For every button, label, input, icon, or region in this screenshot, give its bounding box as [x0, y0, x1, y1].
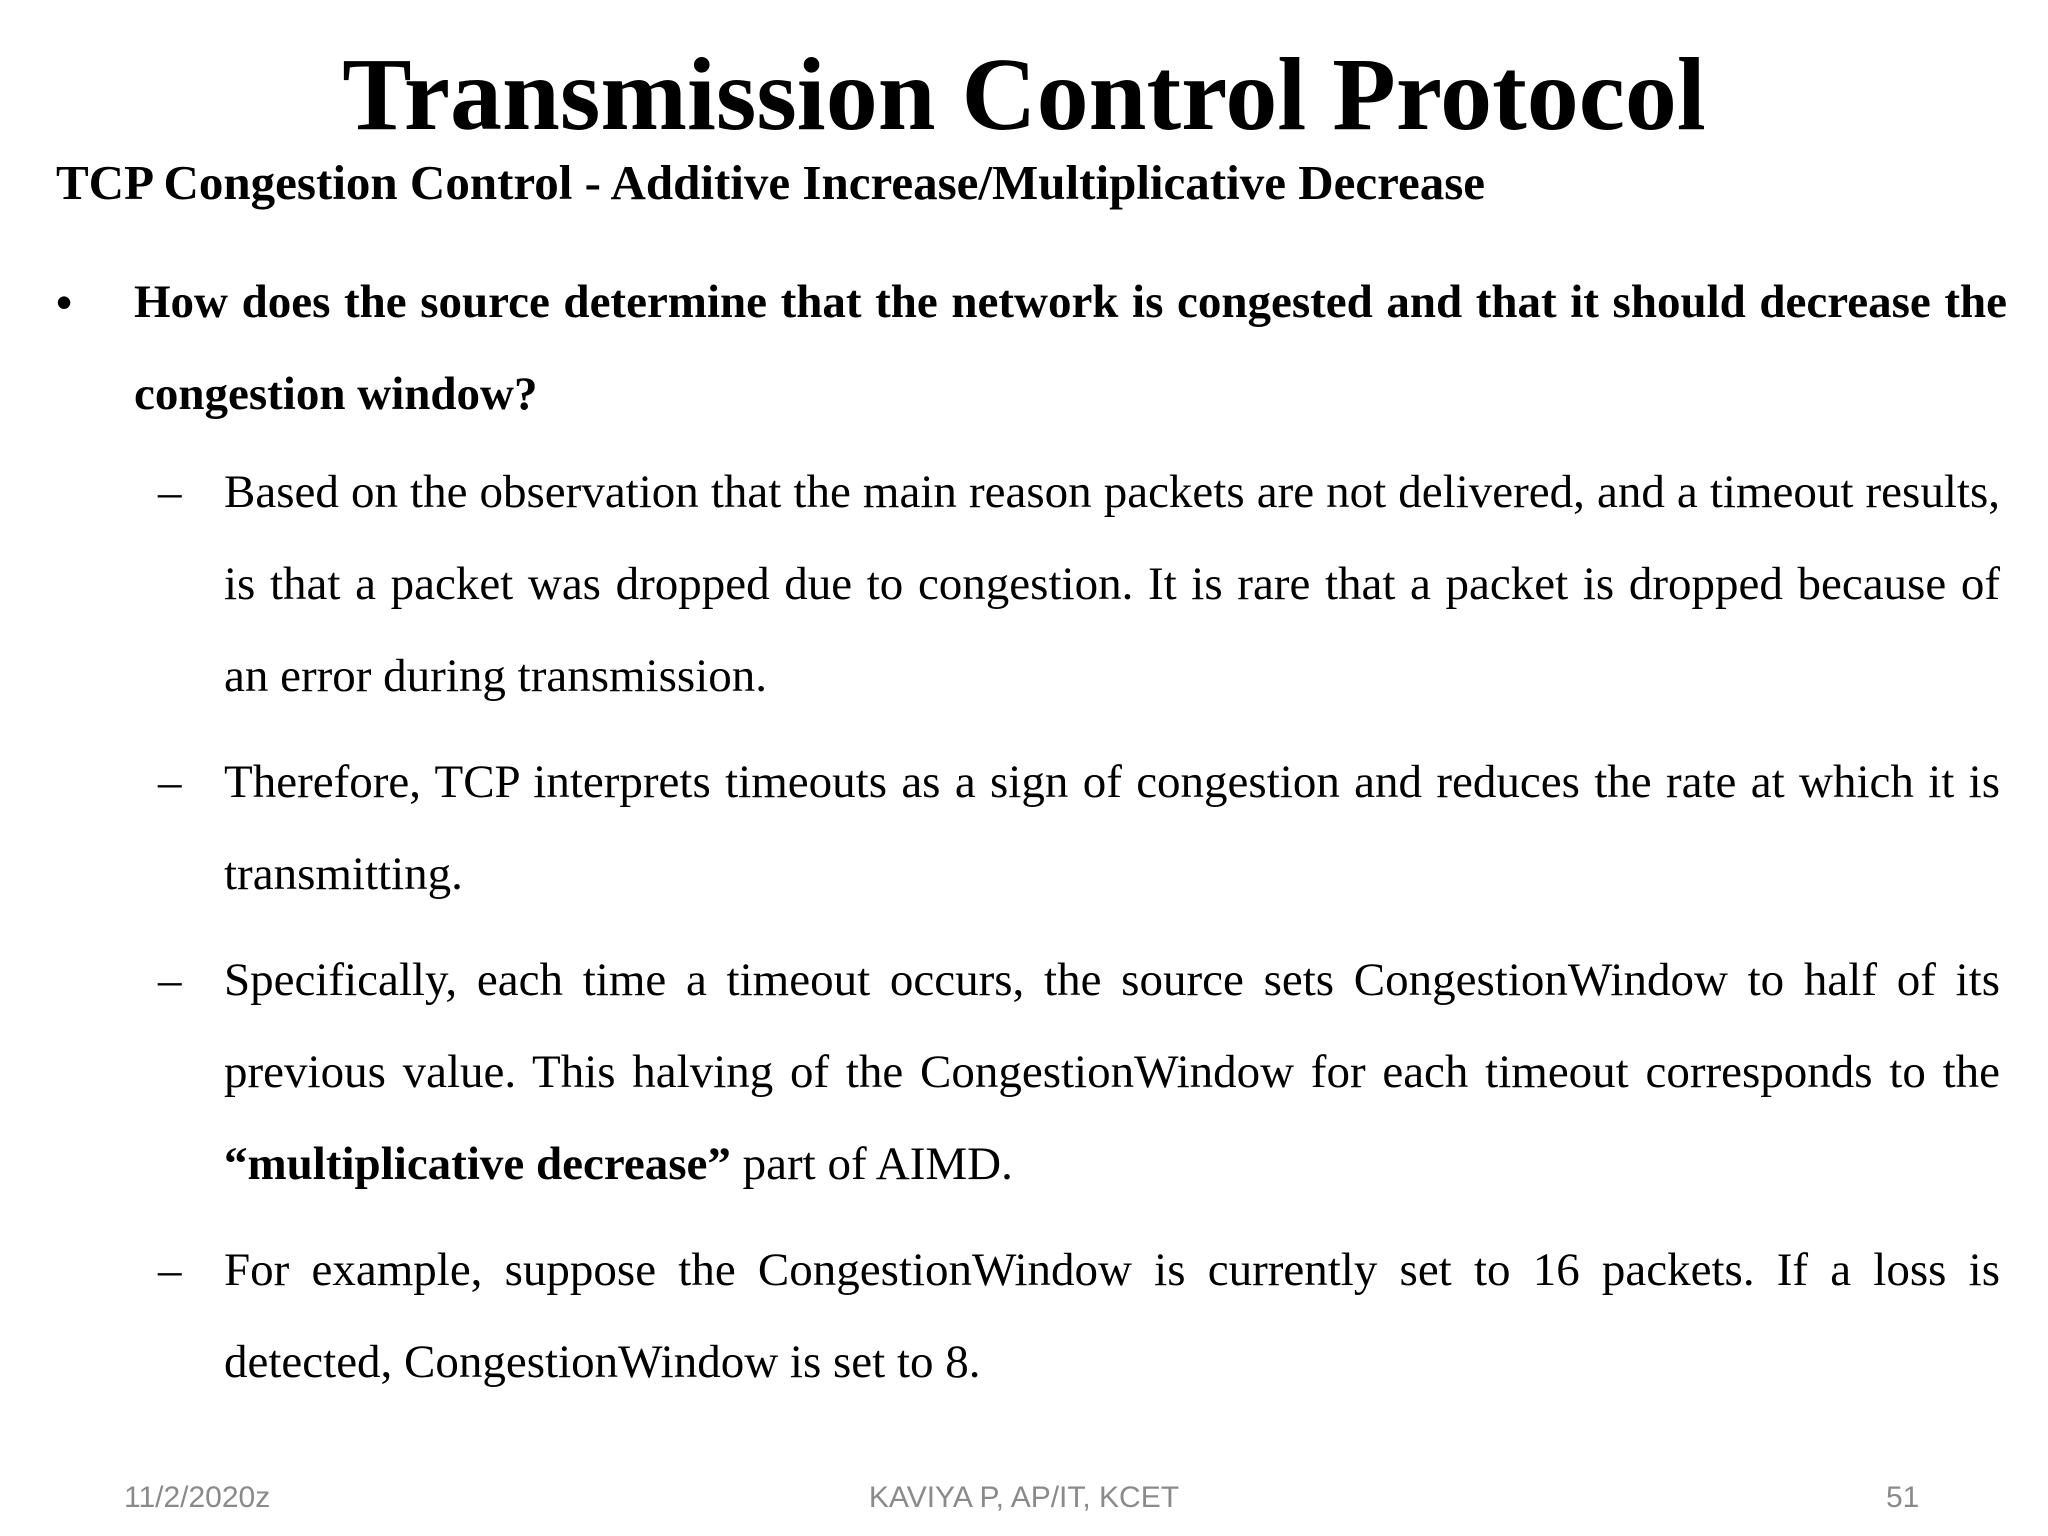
footer-page-number: 51 [1886, 1481, 1920, 1514]
sub-bullet-item [158, 1224, 2008, 1408]
emphasis-multiplicative-decrease: “multiplicative decrease” [224, 1138, 731, 1190]
dash-marker: – [158, 756, 182, 808]
dash-marker: – [158, 466, 182, 518]
bullet-question: How does the source determine that the network is congested and that it should decrease the congestion window? [134, 276, 2007, 420]
sub-bullet-list [158, 446, 2008, 1408]
sub-bullet-item [158, 446, 2008, 722]
dash-marker: – [158, 1244, 182, 1296]
slide-subtitle: TCP Congestion Control - Additive Increase/Multiplicative Decrease [56, 155, 1486, 210]
sub-bullet-text: Therefore, TCP interprets timeouts as a sign of congestion and reduces the rate at which it is transmitting. [224, 756, 2000, 900]
sub-bullet-item [158, 934, 2008, 1210]
footer-date: 11/2/2020z [124, 1481, 271, 1514]
sub-bullet-text: Based on the observation that the main reason packets are not delivered, and a timeout results, is that a packet was dropped due to congestion. It is rare that a packet is dropped because of an error during transmission. [224, 466, 2000, 702]
sub-bullet-text-after: part of AIMD. [730, 1138, 1013, 1190]
sub-bullet-text [224, 934, 2000, 1210]
slide-title: Transmission Control Protocol [342, 37, 1706, 152]
sub-bullet-item [158, 736, 2008, 920]
sub-bullet-text-before: Specifically, each time a timeout occurs, the source sets CongestionWindow to half of its previous value. This halving of the CongestionWindow for each timeout corresponds to the [224, 954, 2000, 1098]
main-bullet [56, 256, 2006, 440]
footer-author: KAVIYA P, AP/IT, KCET [868, 1481, 1180, 1514]
sub-bullet-text: For example, suppose the CongestionWindow is currently set to 16 packets. If a loss is detected, CongestionWindow is set to 8. [224, 1244, 2000, 1388]
bullet-marker: • [56, 276, 73, 328]
dash-marker: – [158, 954, 182, 1006]
